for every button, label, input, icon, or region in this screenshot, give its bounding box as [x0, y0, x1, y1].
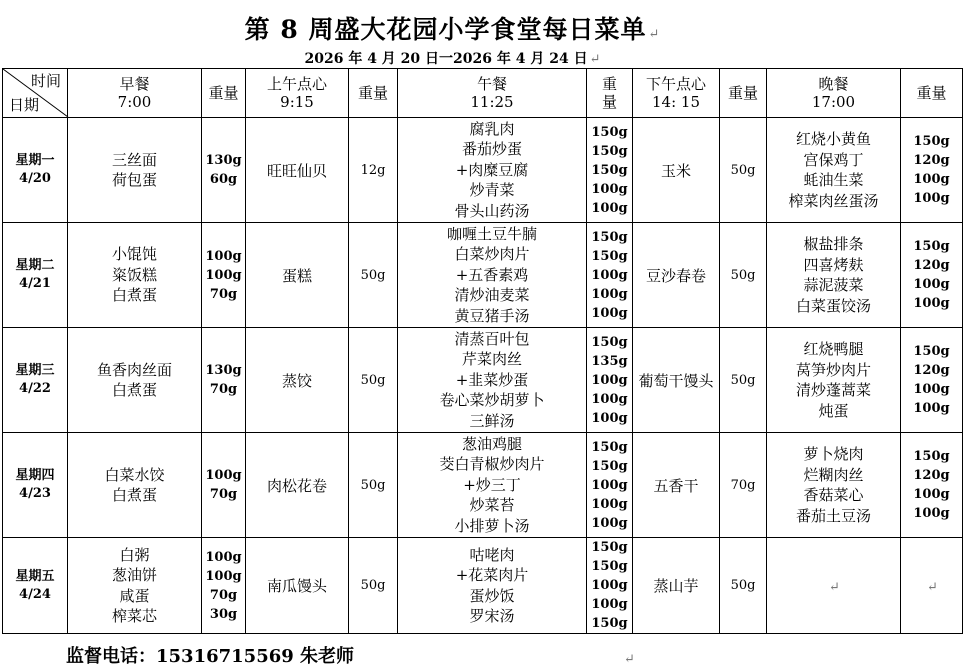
am-snack-weight-cell-text: 50g	[360, 372, 386, 388]
weight-item: 120g	[913, 153, 950, 168]
pm-snack-cell-text: 五香干	[653, 476, 699, 495]
header-weight	[901, 69, 963, 118]
weight-item: 100g	[913, 296, 950, 311]
col-name: 早餐	[119, 75, 150, 93]
dish-item: 白煮蛋	[111, 486, 157, 504]
dish-item: 白菜水饺	[104, 465, 165, 484]
dinner-weight-cell	[901, 118, 963, 223]
dish-item: 蒜泥菠菜	[803, 276, 864, 294]
pm-snack-weight-cell	[720, 223, 767, 328]
day-cell	[3, 223, 68, 328]
dish-item: 咸蛋	[119, 586, 150, 605]
dinner-cell	[767, 328, 901, 433]
header-row	[3, 69, 963, 118]
breakfast-cell	[68, 328, 202, 433]
weight-item: 30g	[209, 606, 238, 622]
breakfast-weight-cell	[202, 118, 246, 223]
header-am-snack	[246, 69, 349, 118]
header-weight	[587, 69, 633, 118]
dish-item: 清蒸百叶包	[454, 329, 530, 348]
weight-item: 100g	[591, 496, 628, 512]
breakfast-cell	[68, 433, 202, 538]
dinner-cell	[767, 223, 901, 328]
weight-item: 100g	[591, 267, 628, 283]
am-snack-weight-cell	[349, 433, 398, 538]
col-name: 重量	[208, 84, 239, 102]
lunch-weight-cell	[587, 223, 633, 328]
weight-item: 100g	[913, 506, 950, 521]
am-snack-weight-cell	[349, 223, 398, 328]
am-snack-weight-cell	[349, 118, 398, 223]
menu-row	[3, 223, 963, 328]
dish-item: 炒青菜	[469, 181, 515, 200]
pm-snack-cell-text: 葡萄干馒头	[638, 371, 714, 390]
weight-item: 70g	[209, 382, 238, 397]
weight-item: 100g	[591, 477, 628, 493]
pm-snack-cell	[633, 223, 720, 328]
weight-item: 150g	[913, 239, 950, 254]
weight-item: 100g	[913, 487, 950, 502]
dish-item: 腐乳肉	[469, 119, 515, 138]
weight-item: 100g	[205, 568, 242, 584]
weight-item: 100g	[205, 549, 242, 565]
dish-item: 莴笋炒肉片	[795, 360, 871, 379]
corner-header	[3, 69, 68, 118]
pm-snack-weight-cell	[720, 538, 767, 634]
breakfast-weight-cell	[202, 223, 246, 328]
am-snack-weight-cell-text: 50g	[360, 477, 386, 493]
lunch-weight-cell	[587, 538, 633, 634]
am-snack-cell	[246, 223, 349, 328]
dish-item: 清炒油麦菜	[454, 286, 530, 305]
breakfast-weight-cell	[202, 538, 246, 634]
weight-item: 100g	[205, 468, 242, 483]
weight-item: 150g	[591, 559, 628, 574]
day-date: 4/22	[19, 381, 51, 396]
weight-item: 150g	[591, 334, 628, 350]
am-snack-cell	[246, 433, 349, 538]
am-snack-cell-text: 旺旺仙贝	[266, 161, 327, 180]
dish-item: +韭菜炒蛋	[455, 370, 529, 389]
day-cell	[3, 433, 68, 538]
dinner-weight-cell	[901, 328, 963, 433]
header-weight	[720, 69, 767, 118]
pm-snack-weight-cell-text: 50g	[730, 162, 756, 178]
am-snack-weight-cell	[349, 328, 398, 433]
weight-item: 70g	[209, 487, 238, 502]
breakfast-weight-cell	[202, 328, 246, 433]
weight-item: 100g	[591, 372, 628, 388]
day-date: 4/21	[19, 276, 51, 291]
dish-item: 葱油饼	[111, 566, 157, 584]
day-date: 4/24	[19, 586, 51, 602]
am-snack-weight-cell	[349, 538, 398, 634]
return-mark: ↵	[589, 52, 601, 67]
dish-item: +花菜肉片	[455, 566, 529, 584]
dish-item: 炒菜苔	[469, 496, 515, 515]
col-time: 14: 15	[652, 93, 700, 111]
weight-item: 130g	[205, 363, 242, 378]
weight-item: 100g	[913, 382, 950, 397]
lunch-cell	[398, 118, 587, 223]
dish-item: +炒三丁	[463, 475, 521, 494]
am-snack-weight-cell-text: 50g	[360, 267, 386, 283]
date-range-text: 2026 年 4 月 20 日一2026 年 4 月 24 日	[304, 51, 588, 67]
dish-item: 四喜烤麸	[803, 255, 864, 274]
header-weight	[349, 69, 398, 118]
dish-item: 榨菜芯	[111, 607, 157, 625]
col-name: 重量	[916, 84, 947, 102]
day-name: 星期一	[15, 153, 55, 168]
lunch-cell	[398, 538, 587, 634]
pm-snack-cell	[633, 433, 720, 538]
weight-item: 150g	[591, 229, 628, 245]
weight-item: 150g	[591, 143, 628, 159]
dish-item: 三丝面	[111, 150, 157, 169]
weight-item: 60g	[209, 172, 238, 187]
weight-item: 100g	[913, 191, 950, 206]
weight-item: 150g	[591, 162, 628, 178]
dinner-weight-cell	[901, 433, 963, 538]
dish-item: 蛋炒饭	[469, 586, 515, 605]
pm-snack-cell	[633, 538, 720, 634]
header-breakfast	[68, 69, 202, 118]
day-date: 4/20	[19, 171, 51, 186]
pm-snack-weight-cell	[720, 433, 767, 538]
breakfast-weight-cell	[202, 433, 246, 538]
dish-item: +五香素鸡	[455, 265, 529, 284]
col-name-2: 量	[601, 93, 617, 111]
col-name: 晚餐	[818, 75, 849, 93]
col-name: 重量	[357, 84, 388, 102]
dish-item: 咖喱土豆牛腩	[446, 224, 537, 243]
weight-item: 120g	[913, 363, 950, 378]
weight-item: 100g	[591, 286, 628, 302]
pm-snack-weight-cell-text: 50g	[730, 372, 756, 388]
weight-item: 135g	[591, 353, 628, 369]
breakfast-cell	[68, 538, 202, 634]
col-time: 17:00	[811, 93, 856, 111]
pm-snack-weight-cell-text: 70g	[730, 477, 756, 493]
dinner-weight-cell	[901, 538, 963, 634]
day-date: 4/23	[19, 486, 51, 501]
menu-row	[3, 118, 963, 223]
weight-item: 100g	[591, 200, 628, 216]
dish-item: 罗宋汤	[469, 607, 515, 625]
header-pm-snack	[633, 69, 720, 118]
dish-item: 粢饭糕	[111, 265, 157, 284]
pm-snack-weight-cell	[720, 328, 767, 433]
dish-item: 白菜蛋饺汤	[795, 296, 871, 315]
pm-snack-cell-text: 玉米	[660, 161, 691, 180]
weight-item: 100g	[913, 401, 950, 416]
col-name: 下午点心	[645, 75, 706, 93]
lunch-cell	[398, 328, 587, 433]
dish-item: 咕咾肉	[469, 545, 515, 564]
breakfast-cell	[68, 223, 202, 328]
header-dinner	[767, 69, 901, 118]
weight-item: 150g	[591, 248, 628, 264]
weight-item: 100g	[591, 305, 628, 321]
corner-date-label: 日期	[9, 96, 40, 114]
corner-time-label: 时间	[30, 72, 61, 90]
dish-item: 番茄土豆汤	[795, 506, 871, 525]
dish-item: 白煮蛋	[111, 286, 157, 305]
weight-item: 150g	[591, 439, 628, 455]
dish-item: 鱼香肉丝面	[96, 360, 172, 379]
header-weight	[202, 69, 246, 118]
menu-row	[3, 538, 963, 634]
pm-snack-weight-cell-text: 50g	[730, 267, 756, 283]
dish-item: 三鲜汤	[469, 411, 515, 430]
weight-item: 150g	[591, 540, 628, 555]
am-snack-cell-text: 肉松花卷	[266, 476, 327, 495]
col-name: 重量	[727, 84, 758, 102]
dish-item: 红烧小黄鱼	[795, 130, 871, 148]
dish-item: 葱油鸡腿	[461, 434, 522, 453]
return-mark: ↵	[829, 580, 840, 595]
menu-body	[3, 118, 963, 634]
am-snack-cell-text: 蒸饺	[281, 371, 312, 390]
col-time: 9:15	[280, 93, 314, 111]
weight-item: 150g	[913, 449, 950, 464]
pm-snack-cell-text: 蒸山芋	[653, 577, 699, 595]
am-snack-cell-text: 南瓜馒头	[266, 577, 327, 595]
weight-item: 100g	[913, 277, 950, 292]
dish-item: 椒盐排条	[803, 235, 864, 253]
lunch-weight-cell	[587, 433, 633, 538]
am-snack-cell	[246, 538, 349, 634]
weight-item: 150g	[591, 124, 628, 140]
title-text: 第 8 周盛大花园小学食堂每日菜单	[244, 15, 647, 44]
dinner-weight-cell	[901, 223, 963, 328]
dish-item: 番茄炒蛋	[461, 140, 522, 159]
dish-item: +肉糜豆腐	[455, 160, 529, 179]
weight-item: 150g	[591, 458, 628, 474]
weight-item: 100g	[591, 597, 628, 612]
dish-item: 烂糊肉丝	[803, 465, 864, 484]
dish-item: 白粥	[119, 545, 150, 564]
dinner-cell	[767, 433, 901, 538]
weight-item: 150g	[913, 344, 950, 359]
return-mark: ↵	[624, 652, 635, 667]
day-cell	[3, 538, 68, 634]
supervision-phone: 监督电话：15316715569 朱老师	[66, 646, 355, 667]
pm-snack-weight-cell-text: 50g	[730, 578, 756, 593]
header-lunch	[398, 69, 587, 118]
lunch-cell	[398, 433, 587, 538]
am-snack-weight-cell-text: 50g	[360, 578, 386, 593]
dish-item: 炖蛋	[818, 401, 849, 420]
dish-item: 骨头山药汤	[454, 201, 530, 220]
col-time: 7:00	[117, 93, 152, 111]
day-name: 星期三	[15, 363, 55, 378]
dish-item: 清炒蓬蒿菜	[795, 381, 871, 399]
dinner-cell	[767, 118, 901, 223]
return-mark: ↵	[648, 27, 661, 42]
dish-item: 香菇菜心	[803, 486, 864, 504]
weight-item: 100g	[913, 172, 950, 187]
breakfast-cell	[68, 118, 202, 223]
dish-item: 黄豆猪手汤	[454, 306, 530, 325]
dish-item: 榨菜肉丝蛋汤	[788, 191, 879, 210]
dish-item: 茭白青椒炒肉片	[439, 455, 545, 474]
weight-item: 100g	[591, 391, 628, 407]
dish-item: 荷包蛋	[111, 171, 157, 189]
am-snack-cell	[246, 118, 349, 223]
dinner-cell	[767, 538, 901, 634]
dish-item: 白煮蛋	[111, 381, 157, 399]
dish-item: 芹菜肉丝	[461, 350, 522, 369]
menu-table	[2, 68, 963, 634]
weight-item: 150g	[913, 134, 950, 149]
day-cell	[3, 328, 68, 433]
dish-item: 白菜炒肉片	[454, 245, 530, 264]
dish-item: 萝卜烧肉	[803, 445, 864, 463]
date-range	[0, 48, 905, 68]
day-name: 星期四	[15, 468, 55, 483]
lunch-cell	[398, 223, 587, 328]
dish-item: 小馄饨	[111, 245, 157, 264]
weight-item: 100g	[205, 267, 242, 283]
am-snack-cell-text: 蛋糕	[281, 266, 312, 285]
am-snack-cell	[246, 328, 349, 433]
pm-snack-weight-cell	[720, 118, 767, 223]
weight-item: 70g	[209, 286, 238, 302]
col-name: 重	[601, 75, 617, 93]
menu-row	[3, 328, 963, 433]
am-snack-weight-cell-text: 12g	[360, 162, 386, 178]
return-mark: ↵	[927, 580, 938, 595]
pm-snack-cell	[633, 118, 720, 223]
col-name: 上午点心	[266, 75, 327, 93]
weight-item: 120g	[913, 468, 950, 483]
dish-item: 小排萝卜汤	[454, 516, 530, 535]
page-title	[0, 10, 905, 46]
weight-item: 100g	[205, 248, 242, 264]
col-time: 11:25	[470, 93, 514, 111]
lunch-weight-cell	[587, 118, 633, 223]
day-name: 星期二	[15, 258, 55, 273]
day-name: 星期五	[15, 568, 55, 584]
weight-item: 100g	[591, 181, 628, 197]
lunch-weight-cell	[587, 328, 633, 433]
weight-item: 100g	[591, 578, 628, 593]
menu-row	[3, 433, 963, 538]
dish-item: 宫保鸡丁	[803, 150, 864, 169]
dish-item: 红烧鸭腿	[803, 340, 864, 358]
col-name: 午餐	[476, 75, 507, 93]
pm-snack-cell	[633, 328, 720, 433]
pm-snack-cell-text: 豆沙春卷	[645, 266, 706, 285]
dish-item: 蚝油生菜	[803, 171, 864, 189]
weight-item: 150g	[591, 616, 628, 631]
weight-item: 130g	[205, 153, 242, 168]
dish-item: 卷心菜炒胡萝卜	[439, 391, 545, 410]
weight-item: 70g	[209, 587, 238, 603]
weight-item: 100g	[591, 515, 628, 531]
day-cell	[3, 118, 68, 223]
weight-item: 120g	[913, 258, 950, 273]
weight-item: 100g	[591, 410, 628, 426]
